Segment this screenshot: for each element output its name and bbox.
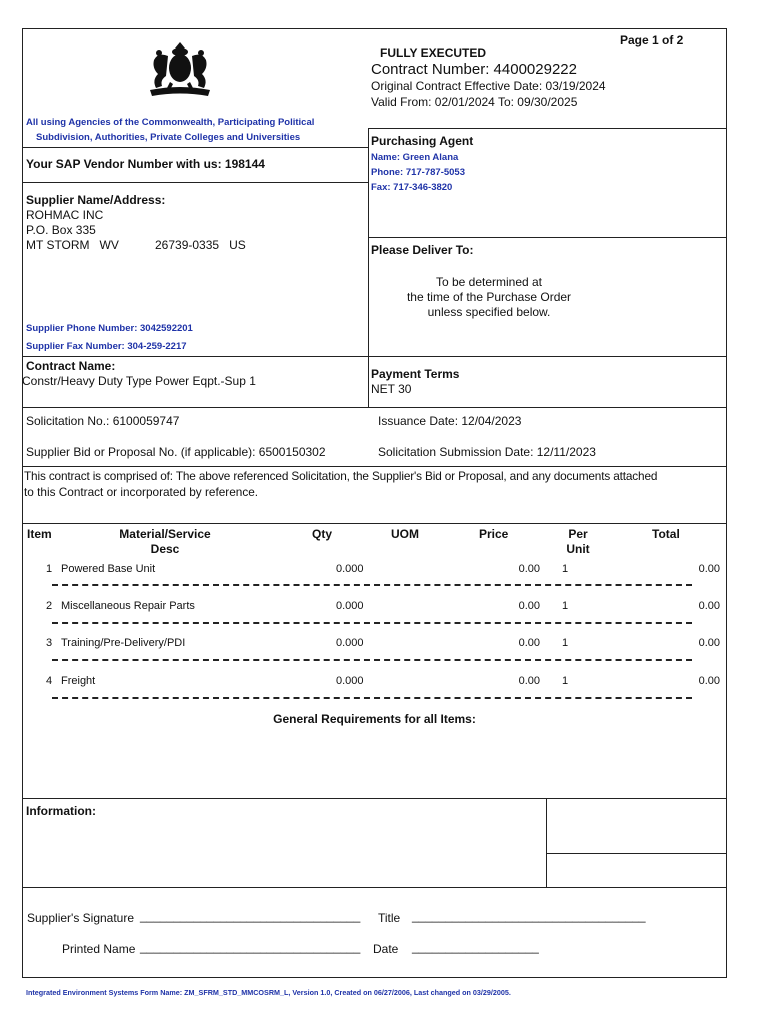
- row-item: 3: [46, 637, 53, 649]
- payment-terms-value: NET 30: [371, 382, 412, 396]
- commonwealth-seal-icon: [140, 38, 220, 102]
- row-separator: [52, 659, 692, 661]
- divider-right-deliver: [368, 237, 727, 238]
- row-total: 0.00: [698, 563, 720, 575]
- agent-name: Name: Green Alana: [371, 152, 459, 163]
- divider-left-sap-bottom: [22, 182, 368, 183]
- general-requirements: General Requirements for all Items:: [273, 712, 476, 726]
- row-qty: 0.000: [336, 563, 364, 575]
- col-uom: UOM: [391, 527, 419, 541]
- row-price: 0.00: [518, 563, 540, 575]
- col-material: Material/Service: [119, 527, 211, 541]
- divider-information: [22, 798, 727, 799]
- outer-border-top: [22, 28, 727, 29]
- col-item: Item: [27, 527, 52, 541]
- col-per-unit: Unit: [566, 542, 590, 556]
- row-per: 1: [562, 563, 569, 575]
- outer-border-bottom: [22, 977, 727, 978]
- page-number: Page 1 of 2: [620, 33, 684, 47]
- row-per: 1: [562, 600, 569, 612]
- divider-header: [368, 128, 727, 129]
- divider-solicitation: [22, 407, 727, 408]
- row-desc: Powered Base Unit: [61, 563, 156, 575]
- row-total: 0.00: [698, 637, 720, 649]
- row-price: 0.00: [518, 675, 540, 687]
- divider-contract-name: [22, 356, 727, 357]
- row-price: 0.00: [518, 600, 540, 612]
- row-item: 1: [46, 563, 53, 575]
- purchasing-agent-heading: Purchasing Agent: [371, 134, 474, 148]
- row-item: 2: [46, 600, 53, 612]
- divider-info-col: [546, 798, 547, 888]
- row-per: 1: [562, 675, 569, 687]
- payment-terms-heading: Payment Terms: [371, 367, 460, 381]
- status-badge: FULLY EXECUTED: [380, 46, 487, 60]
- form-footer: Integrated Environment Systems Form Name: ZM_SFRM_STD_MMCOSRM_L, Version 1.0, Created on 06/27/2006, Last changed on 03/29/2005.: [26, 988, 511, 997]
- row-separator: [52, 622, 692, 624]
- divider-right-col: [368, 128, 369, 408]
- issuance-date: Issuance Date: 12/04/2023: [378, 414, 522, 428]
- col-qty: Qty: [312, 527, 333, 541]
- supplier-address: P.O. Box 335: [26, 223, 96, 237]
- supplier-city: MT STORM WV: [26, 238, 119, 252]
- supplier-heading: Supplier Name/Address:: [26, 193, 166, 207]
- row-separator: [52, 584, 692, 586]
- agent-phone: Phone: 717-787-5053: [371, 167, 465, 178]
- sap-vendor-number: Your SAP Vendor Number with us: 198144: [26, 157, 265, 171]
- date-field[interactable]: ___________________: [412, 940, 539, 954]
- effective-date: Original Contract Effective Date: 03/19/2024: [371, 79, 606, 93]
- deliver-line-2: the time of the Purchase Order: [406, 290, 572, 304]
- supplier-fax: Supplier Fax Number: 304-259-2217: [26, 341, 187, 352]
- agencies-line-2: Subdivision, Authorities, Private Colleges and Universities: [36, 132, 301, 143]
- row-per: 1: [562, 637, 569, 649]
- information-heading: Information:: [26, 804, 96, 818]
- contract-number: Contract Number: 4400029222: [371, 61, 577, 78]
- deliver-line-3: unless specified below.: [427, 305, 551, 319]
- row-price: 0.00: [518, 637, 540, 649]
- row-item: 4: [46, 675, 53, 687]
- bid-number: Supplier Bid or Proposal No. (if applicable): 6500150302: [26, 445, 326, 459]
- supplier-signature-label: Supplier's Signature: [27, 911, 135, 925]
- deliver-heading: Please Deliver To:: [371, 243, 474, 257]
- divider-left-sap-top: [22, 147, 368, 148]
- row-qty: 0.000: [336, 637, 364, 649]
- row-desc: Training/Pre-Delivery/PDI: [61, 637, 186, 649]
- comprised-line-2: to this Contract or incorporated by reference.: [24, 485, 259, 499]
- outer-border-right: [726, 28, 727, 978]
- col-per: Per: [568, 527, 588, 541]
- date-label: Date: [373, 942, 399, 956]
- supplier-phone: Supplier Phone Number: 3042592201: [26, 323, 193, 334]
- col-price: Price: [479, 527, 509, 541]
- supplier-zip: 26739-0335 US: [155, 238, 246, 252]
- divider-table-top: [22, 523, 727, 524]
- row-separator: [52, 697, 692, 699]
- col-material-desc: Desc: [150, 542, 180, 556]
- solicitation-number: Solicitation No.: 6100059747: [26, 414, 180, 428]
- printed-name-label: Printed Name: [62, 942, 136, 956]
- title-label: Title: [378, 911, 401, 925]
- outer-border-left: [22, 28, 23, 978]
- supplier-signature-field[interactable]: _________________________________: [140, 909, 361, 923]
- row-qty: 0.000: [336, 675, 364, 687]
- agencies-line-1: All using Agencies of the Commonwealth, Participating Political: [26, 117, 315, 128]
- comprised-line-1: This contract is comprised of: The above referenced Solicitation, the Supplier's Bid or Proposal, and any documents attached: [24, 469, 658, 483]
- row-total: 0.00: [698, 600, 720, 612]
- row-qty: 0.000: [336, 600, 364, 612]
- supplier-name: ROHMAC INC: [26, 208, 104, 222]
- divider-comprised: [22, 466, 727, 467]
- divider-info-mid: [546, 853, 727, 854]
- col-total: Total: [652, 527, 680, 541]
- row-desc: Freight: [61, 675, 96, 687]
- title-field[interactable]: ___________________________________: [412, 909, 646, 923]
- valid-range: Valid From: 02/01/2024 To: 09/30/2025: [371, 95, 578, 109]
- contract-name-value: Constr/Heavy Duty Type Power Eqpt.-Sup 1: [22, 374, 256, 388]
- submission-date: Solicitation Submission Date: 12/11/2023: [378, 445, 596, 459]
- row-desc: Miscellaneous Repair Parts: [61, 600, 195, 612]
- printed-name-field[interactable]: _________________________________: [140, 940, 361, 954]
- agent-fax: Fax: 717-346-3820: [371, 182, 453, 193]
- row-total: 0.00: [698, 675, 720, 687]
- contract-name-heading: Contract Name:: [26, 359, 116, 373]
- divider-signature: [22, 887, 727, 888]
- deliver-line-1: To be determined at: [435, 275, 543, 289]
